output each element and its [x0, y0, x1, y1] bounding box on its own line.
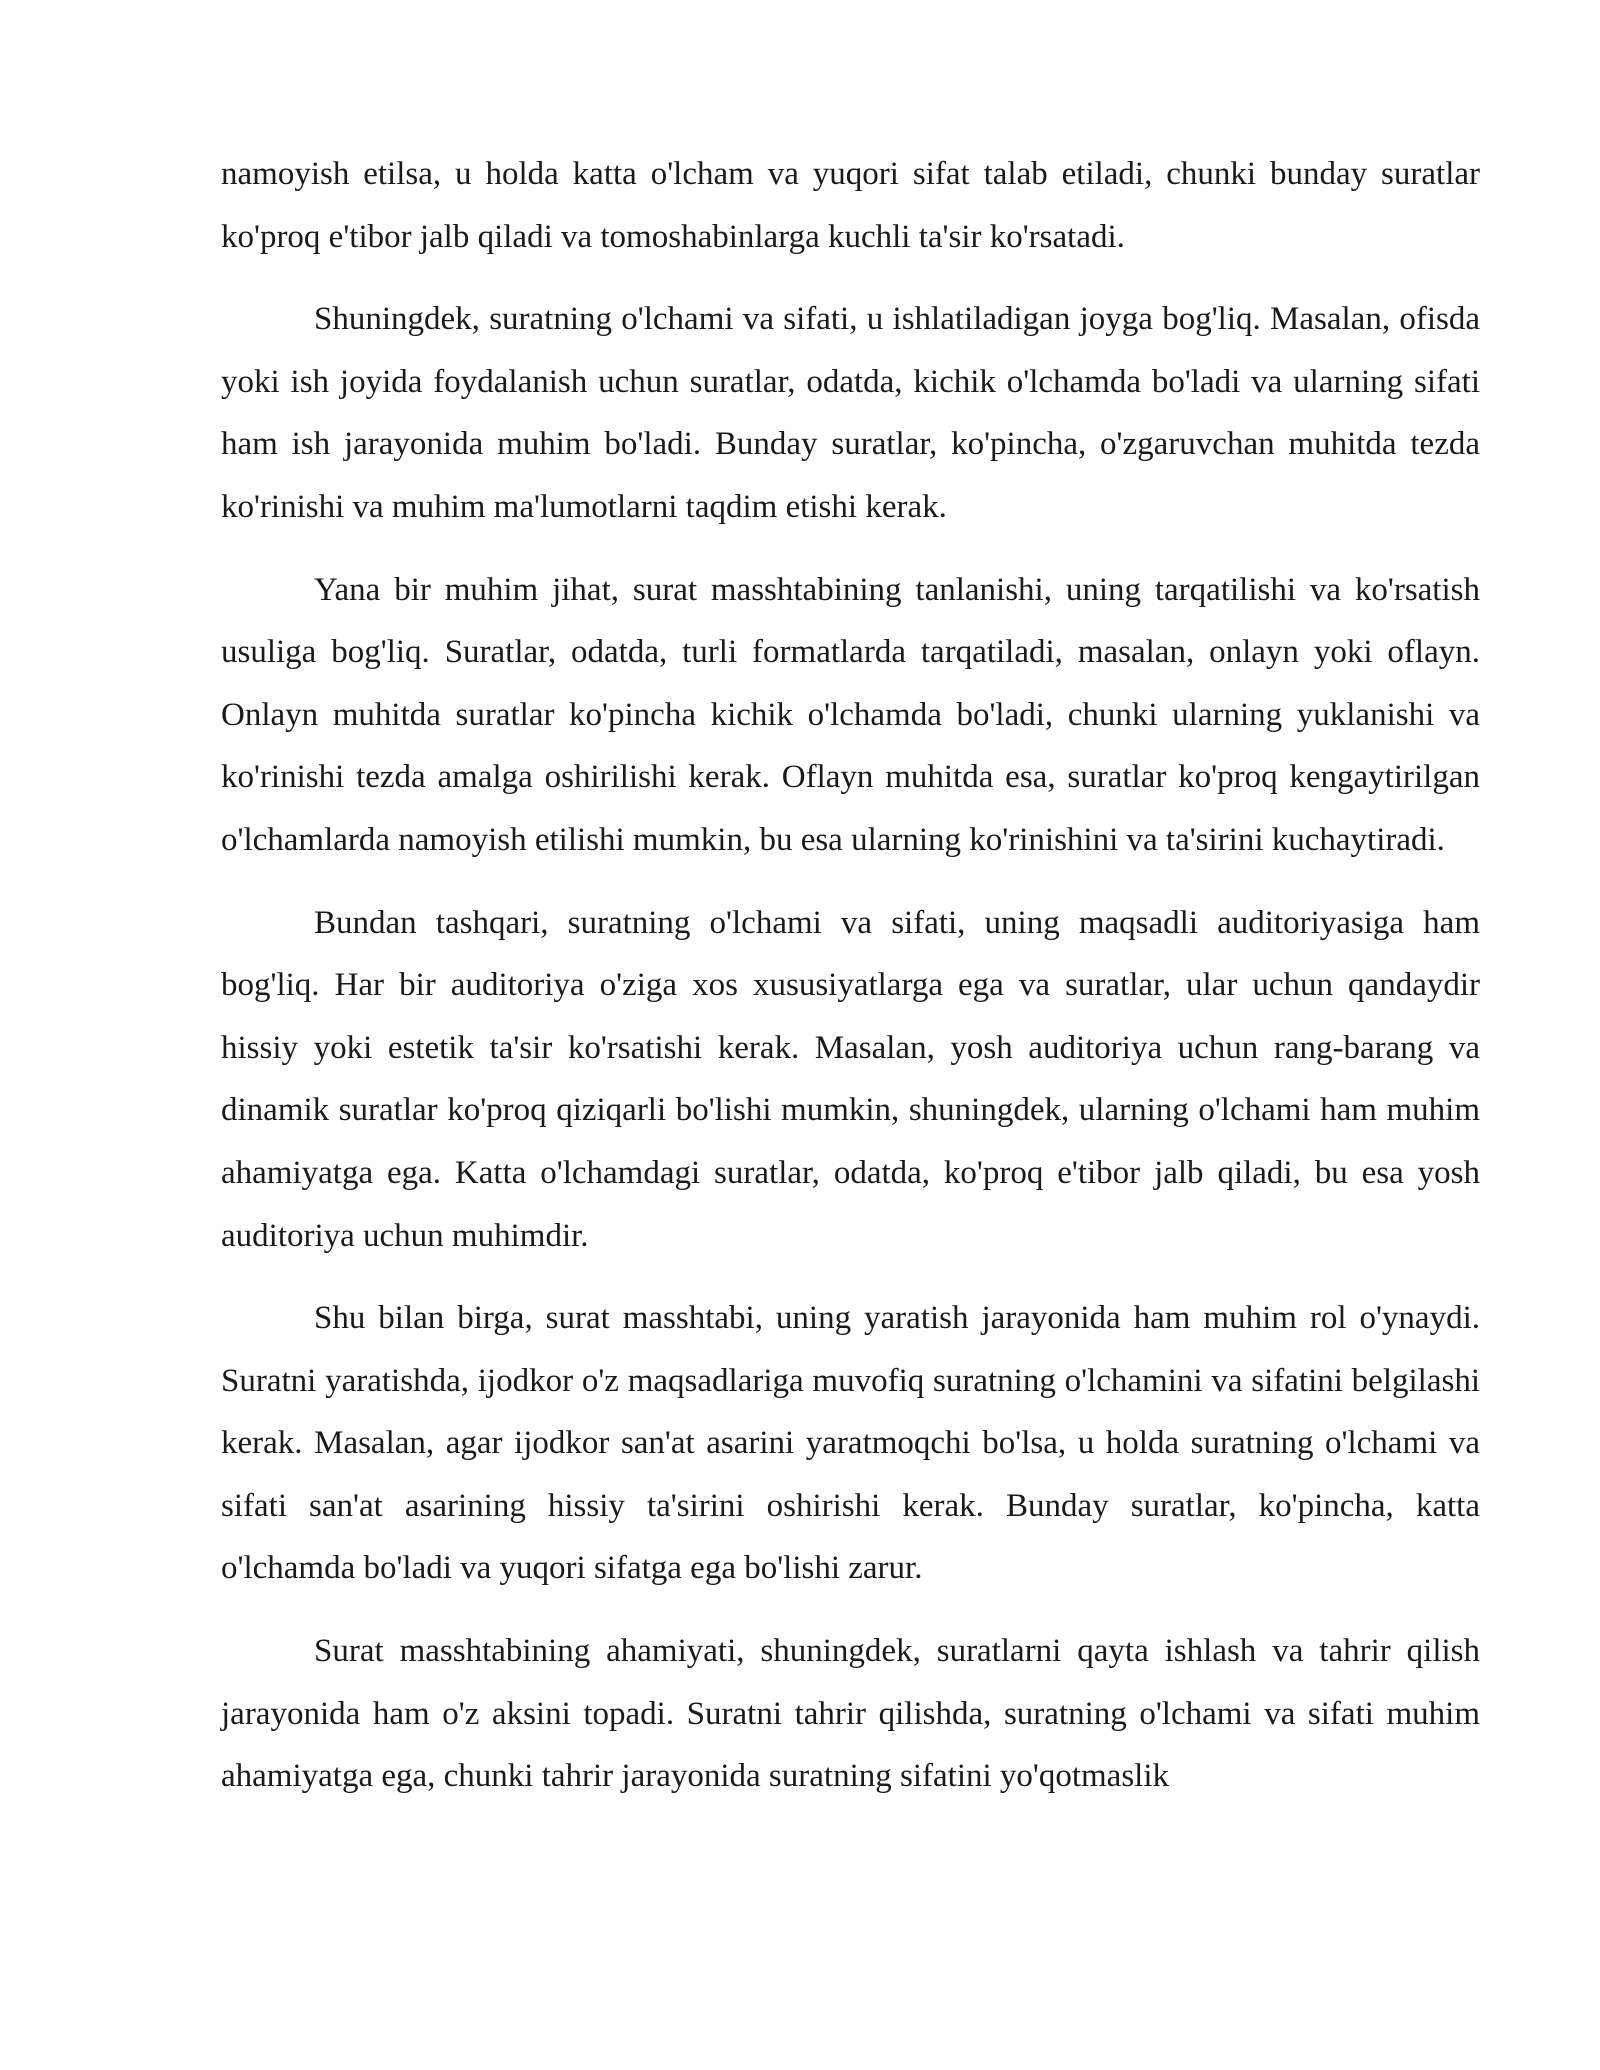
paragraph-6: Surat masshtabining ahamiyati, shuningdek, suratlarni qayta ishlash va tahrir qilish jarayonida ham o'z aksini topadi. Suratni tahrir qilishda, suratning o'lchami va sifati muhim ahamiyatga ega, chunki tahrir jarayonida suratning sifatini yo'qotmaslik — [221, 1633, 1480, 1795]
paragraph-2: Shuningdek, suratning o'lchami va sifati, u ishlatiladigan joyga bog'liq. Masalan, ofisda yoki ish joyida foydalanish uchun suratlar, odatda, kichik o'lchamda bo'ladi va ularning sifati ham ish jarayonida muhim bo'ladi. Bunday suratlar, ko'pincha, o'zgaruvchan muhitda tezda ko'rinishi va muhim ma'lumotlarni taqdim etishi kerak. — [221, 301, 1480, 525]
paragraph-5: Shu bilan birga, surat masshtabi, uning yaratish jarayonida ham muhim rol o'ynaydi. Suratni yaratishda, ijodkor o'z maqsadlariga muvofiq suratning o'lchamini va sifatini belgilashi kerak. Masalan, agar ijodkor san'at asarini yaratmoqchi bo'lsa, u holda suratning o'lchami va sifati san'at asarining hissiy ta'sirini oshirishi kerak. Bunday suratlar, ko'pincha, katta o'lchamda bo'ladi va yuqori sifatga ega bo'lishi zarur. — [221, 1300, 1480, 1587]
paragraph-3: Yana bir muhim jihat, surat masshtabining tanlanishi, uning tarqatilishi va ko'rsatish usuliga bog'liq. Suratlar, odatda, turli formatlarda tarqatiladi, masalan, onlayn yoki oflayn. Onlayn muhitda suratlar ko'pincha kichik o'lchamda bo'ladi, chunki ularning yuklanishi va ko'rinishi tezda amalga oshirilishi kerak. Oflayn muhitda esa, suratlar ko'proq kengaytirilgan o'lchamlarda namoyish etilishi mumkin, bu esa ularning ko'rinishini va ta'sirini kuchaytiradi. — [221, 571, 1480, 858]
paragraph-1: namoyish etilsa, u holda katta o'lcham va yuqori sifat talab etiladi, chunki bunday suratlar ko'proq e'tibor jalb qiladi va tomoshabinlarga kuchli ta'sir ko'rsatadi. — [221, 156, 1480, 255]
document-body — [221, 143, 1480, 1828]
paragraph-4: Bundan tashqari, suratning o'lchami va sifati, uning maqsadli auditoriyasiga ham bog'liq. Har bir auditoriya o'ziga xos xususiyatlarga ega va suratlar, ular uchun qandaydir hissiy yoki estetik ta'sir ko'rsatishi kerak. Masalan, yosh auditoriya uchun rang-barang va dinamik suratlar ko'proq qiziqarli bo'lishi mumkin, shuningdek, ularning o'lchami ham muhim ahamiyatga ega. Katta o'lchamdagi suratlar, odatda, ko'proq e'tibor jalb qiladi, bu esa yosh auditoriya uchun muhimdir. — [221, 904, 1480, 1254]
